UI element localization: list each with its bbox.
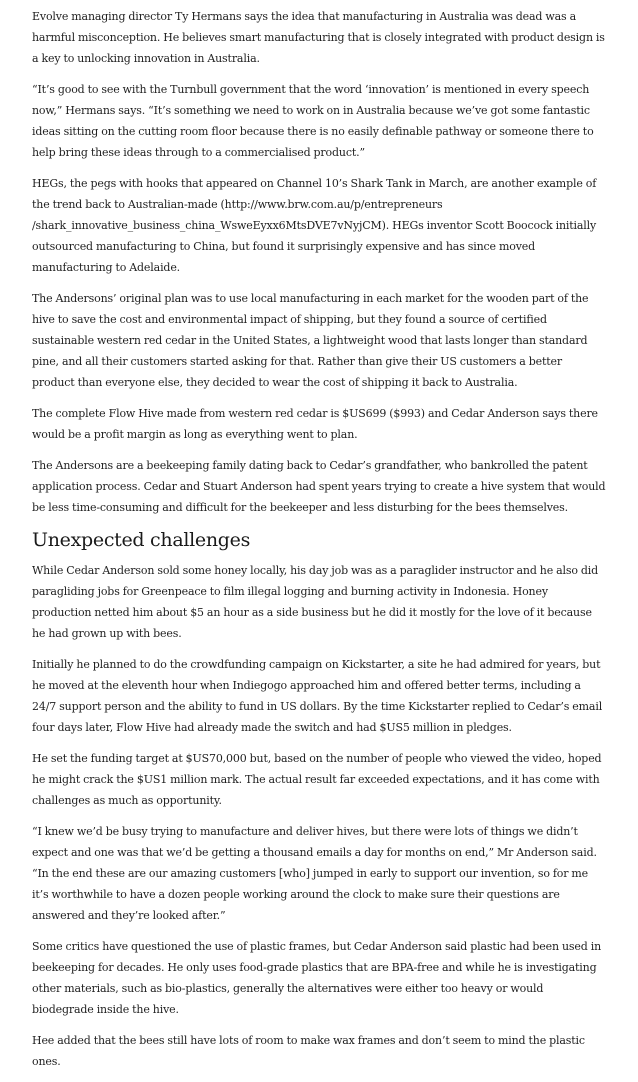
- paragraph-hegs: HEGs, the pegs with hooks that appeared on Channel 10’s Shark Tank in March, are another example of the trend back to Australian-made (http://www.brw.com.au/p/entrepreneurs /shark_innovative_business_china_WsweEyxx6MtsDVE7vNyjCM). HEGs inventor Scott Boocock initially outsourced manufacturing to China, but found it surprisingly expensive and has since moved manufacturing to Adelaide.: [32, 177, 597, 274]
- paragraph-hermans-quote: “It’s good to see with the Turnbull government that the word ‘innovation’ is mentioned in every speech now,” Hermans says. “It’s something we need to work on in Australia because we’ve got some fantastic ideas sitting on the cutting room floor because there is no easily definable pathway or someone there to help bring these ideas through to a commercialised product.”: [32, 83, 594, 159]
- paragraph-hermans-misconception: Evolve managing director Ty Hermans says the idea that manufacturing in Australia was dead was a harmful misconception. He believes smart manufacturing that is closely integrated with product design is a key to unlocking innovation in Australia.: [32, 10, 605, 65]
- paragraph-paraglider: While Cedar Anderson sold some honey locally, his day job was as a paraglider instructor and he also did paragliding jobs for Greenpeace to film illegal logging and burning activity in Indonesia. Honey production netted him about $5 an hour as a side business but he did it mostly for the love of it because he had grown up with bees.: [32, 564, 599, 640]
- paragraph-emails-quote: “I knew we’d be busy trying to manufacture and deliver hives, but there were lots of things we didn’t expect and one was that we’d be getting a thousand emails a day for months on end,” Mr Anderson said. “In the end these are our amazing customers [who] jumped in early to support our invention, so for me it’s worthwhile to have a dozen people working around the clock to make sure their questions are answered and they’re looked after.”: [32, 825, 597, 922]
- section-heading: Unexpected challenges: [32, 529, 251, 551]
- paragraph-plastic-frames: Some critics have questioned the use of plastic frames, but Cedar Anderson said plastic had been used in beekeeping for decades. He only uses food-grade plastics that are BPA-free and while he is investigating other materials, such as bio-plastics, generally the alternatives were either too heavy or would biodegrade inside the hive.: [32, 940, 602, 1016]
- paragraph-funding-target: He set the funding target at $US70,000 but, based on the number of people who viewed the video, hoped he might crack the $US1 million mark. The actual result far exceeded expectations, and it has come with challenges as much as opportunity.: [32, 752, 602, 807]
- paragraph-price: The complete Flow Hive made from western red cedar is $US699 ($993) and Cedar Anderson says there would be a profit margin as long as everything went to plan.: [32, 407, 598, 441]
- paragraph-family: The Andersons are a beekeeping family dating back to Cedar’s grandfather, who bankrolled the patent application process. Cedar and Stuart Anderson had spent years trying to create a hive system that would be less time-consuming and difficult for the beekeeper and less disturbing for the bees themselves.: [32, 459, 606, 514]
- article-body: [32, 6, 606, 1082]
- paragraph-crowdfunding: Initially he planned to do the crowdfunding campaign on Kickstarter, a site he had admired for years, but he moved at the eleventh hour when Indiegogo approached him and offered better terms, including a 24/7 support person and the ability to fund in US dollars. By the time Kickstarter replied to Cedar’s email four days later, Flow Hive had already made the switch and had $US5 million in pledges.: [32, 658, 603, 734]
- paragraph-wax-frames: Hee added that the bees still have lots of room to make wax frames and don’t seem to mind the plastic ones.: [32, 1034, 585, 1068]
- paragraph-red-cedar: The Andersons’ original plan was to use local manufacturing in each market for the wooden part of the hive to save the cost and environmental impact of shipping, but they found a source of certified sustainable western red cedar in the United States, a lightweight wood that lasts longer than standard pine, and all their customers started asking for that. Rather than give their US customers a better product than everyone else, they decided to wear the cost of shipping it back to Australia.: [32, 292, 589, 389]
